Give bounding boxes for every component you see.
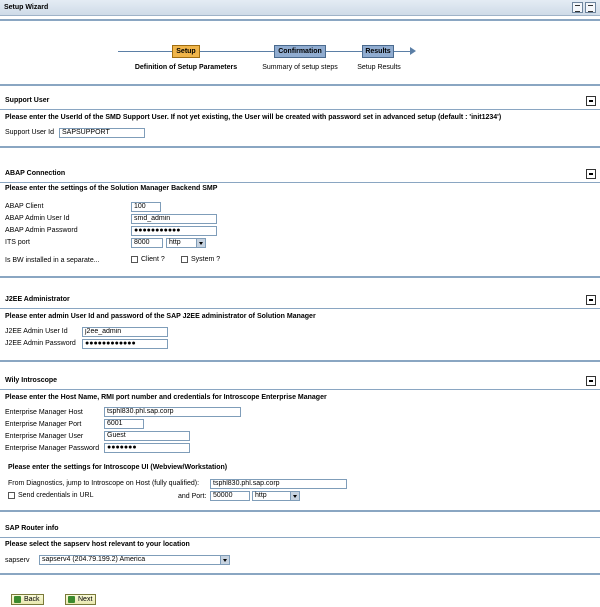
back-button[interactable] [11,594,44,605]
send-credentials-checkbox[interactable] [8,492,15,499]
abap-instruction: Please enter the settings of the Solution Manager Backend SMP [5,185,218,192]
next-button[interactable] [65,594,96,605]
send-credentials-label: Send credentials in URL [18,492,94,499]
its-port-label: ITS port [5,239,30,246]
wily-title: Wily Introscope [5,377,58,384]
its-protocol-select[interactable] [166,238,206,248]
section-line [0,308,600,309]
j2ee-password-input[interactable]: ●●●●●●●●●●●● [82,339,168,349]
j2ee-user-label: J2EE Admin User Id [5,328,68,335]
back-arrow-icon [14,596,21,603]
section-line [0,182,600,183]
abap-client-label: ABAP Client [5,203,44,210]
window-title: Setup Wizard [4,4,49,11]
em-user-label: Enterprise Manager User [5,433,84,440]
em-host-label: Enterprise Manager Host [5,409,83,416]
next-arrow-icon [68,596,75,603]
its-protocol-value: http [169,239,181,246]
em-password-label: Enterprise Manager Password [5,445,100,452]
abap-admin-password-input[interactable]: ●●●●●●●●●●● [131,226,217,236]
roadmap-step-results-desc: Setup Results [357,64,401,71]
roadmap-step-confirmation[interactable]: Confirmation [274,45,326,58]
j2ee-section-header [0,295,600,307]
wily-ui-instruction: Please enter the settings for Introscope UI (Webview/Workstation) [8,464,228,471]
roadmap-divider [0,84,600,86]
router-title: SAP Router info [5,525,59,532]
em-port-label: Enterprise Manager Port [5,421,82,428]
abap-section-header [0,169,600,181]
em-password-input[interactable]: ●●●●●●● [104,443,190,453]
section-divider [0,146,600,148]
roadmap-step-results[interactable]: Results [362,45,394,58]
list-view-icon[interactable] [572,2,583,13]
em-port-input[interactable]: 6001 [104,419,144,429]
collapse-icon[interactable] [586,295,596,305]
j2ee-password-label: J2EE Admin Password [5,340,76,347]
roadmap-step-setup[interactable]: Setup [172,45,200,58]
back-button-label: Back [24,596,40,603]
window-titlebar [0,0,600,16]
window-menu-icon[interactable] [585,2,596,13]
section-divider [0,573,600,575]
support-user-section-header [0,96,600,108]
roadmap-step-confirmation-desc: Summary of setup steps [262,64,338,71]
sapserv-value: sapserv4 (204.79.199.2) America [42,556,146,563]
j2ee-instruction: Please enter admin User Id and password of the SAP J2EE administrator of Solution Manager [5,313,316,320]
em-host-input[interactable]: tsphl830.phl.sap.corp [104,407,241,417]
chevron-down-icon[interactable] [220,556,229,564]
wily-section-header [0,376,600,388]
ui-protocol-value: http [255,492,267,499]
and-port-label: and Port: [178,493,207,500]
support-user-id-label: Support User Id [5,129,55,136]
roadmap-step-setup-desc: Definition of Setup Parameters [134,64,238,71]
sapserv-label: sapserv [5,557,30,564]
abap-admin-user-input[interactable]: smd_admin [131,214,217,224]
router-section-header [0,524,600,536]
ui-protocol-select[interactable] [252,491,300,501]
its-port-input[interactable]: 8000 [131,238,163,248]
client-checkbox-label: Client ? [141,256,165,263]
abap-title: ABAP Connection [5,170,66,177]
title-divider [0,19,600,21]
j2ee-user-input[interactable]: j2ee_admin [82,327,168,337]
collapse-icon[interactable] [586,96,596,106]
ui-port-input[interactable]: 50000 [210,491,250,501]
roadmap-arrow-icon [410,47,416,55]
section-divider [0,360,600,362]
collapse-icon[interactable] [586,169,596,179]
section-divider [0,510,600,512]
wily-instruction: Please enter the Host Name, RMI port number and credentials for Introscope Enterprise Manager [5,394,327,401]
client-checkbox[interactable] [131,256,138,263]
section-line [0,109,600,110]
jump-host-label: From Diagnostics, jump to Introscope on Host (fully qualified): [8,480,200,487]
support-user-instruction: Please enter the UserId of the SMD Support User. If not yet existing, the User will be created with password set in advanced setup (default : 'init1234') [5,114,502,121]
chevron-down-icon[interactable] [196,239,205,247]
next-button-label: Next [78,596,93,603]
abap-admin-password-label: ABAP Admin Password [5,227,78,234]
collapse-icon[interactable] [586,376,596,386]
bw-separate-label: Is BW installed in a separate... [5,257,100,264]
j2ee-title: J2EE Administrator [5,296,70,303]
abap-admin-user-label: ABAP Admin User Id [5,215,70,222]
router-instruction: Please select the sapserv host relevant to your location [5,541,190,548]
system-checkbox-label: System ? [191,256,221,263]
section-line [0,389,600,390]
section-divider [0,276,600,278]
abap-client-input[interactable]: 100 [131,202,161,212]
section-line [0,537,600,538]
system-checkbox[interactable] [181,256,188,263]
sapserv-select[interactable] [39,555,230,565]
support-user-title: Support User [5,97,50,104]
support-user-id-input[interactable]: SAPSUPPORT [59,128,145,138]
jump-host-input[interactable]: tsphl830.phl.sap.corp [210,479,347,489]
em-user-input[interactable]: Guest [104,431,190,441]
chevron-down-icon[interactable] [290,492,299,500]
